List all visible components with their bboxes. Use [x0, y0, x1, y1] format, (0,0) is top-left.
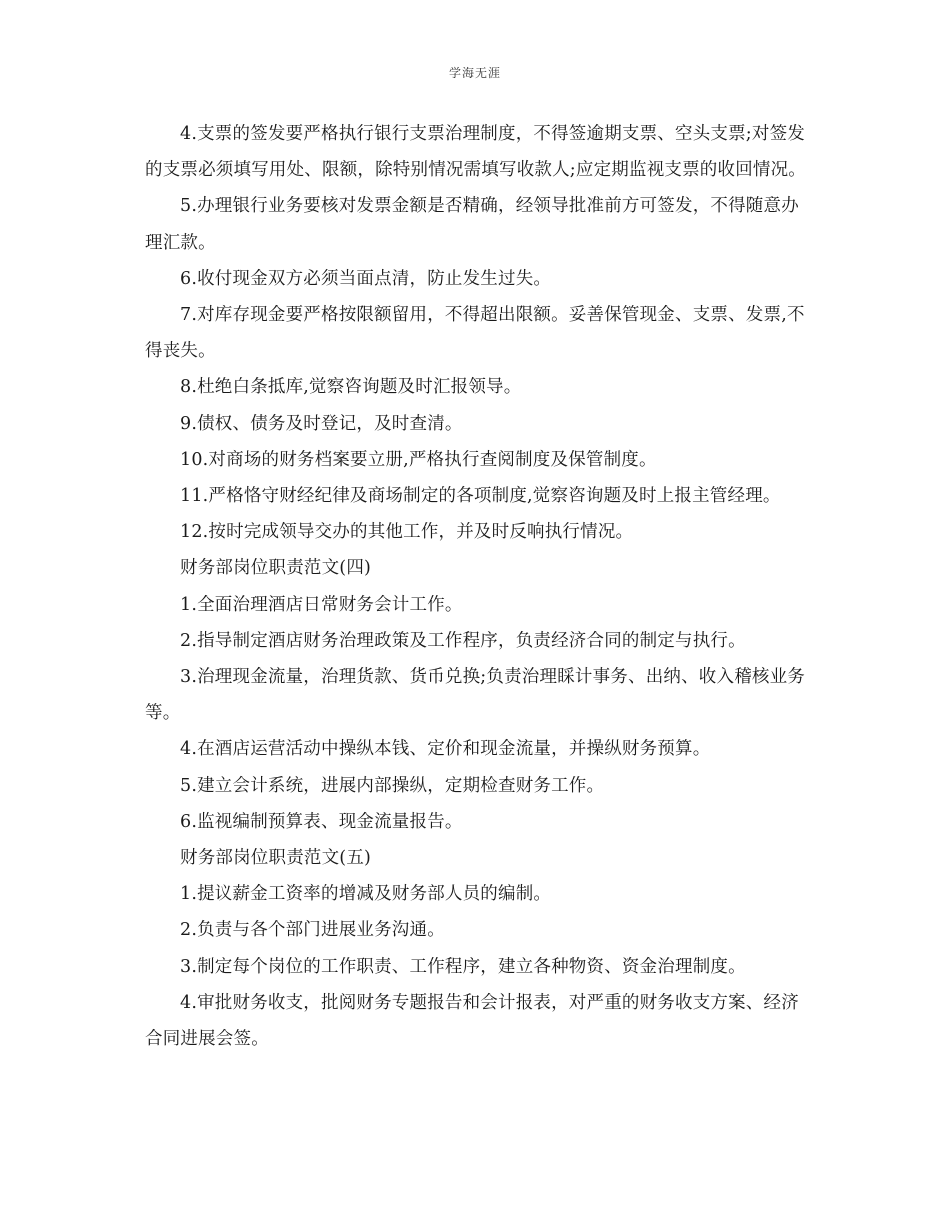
paragraph-budget-report: 6.监视编制预算表、现金流量报告。 — [180, 811, 463, 832]
paragraph-cheque-rules: 4.支票的签发要严格执行银行支票治理制度，不得签逾期支票、空头支票;对签发的支票必须填写用处、限额，除特别情况需填写收款人;应定期监视支票的收回情况。 — [145, 124, 806, 181]
paragraph-finance-policy: 2.指导制定酒店财务治理政策及工作程序，负责经济合同的制定与执行。 — [180, 630, 746, 651]
section-heading-five: 财务部岗位职责范文(五) — [180, 848, 372, 869]
paragraph-job-duties: 3.制定每个岗位的工作职责、工作程序，建立各种物资、资金治理制度。 — [180, 956, 746, 977]
document-body — [145, 116, 810, 1057]
paragraph-accounting-system: 5.建立会计系统，进展内部操纵，定期检查财务工作。 — [180, 775, 605, 796]
paragraph-cash-flow: 3.治理现金流量，治理货款、货币兑换;负责治理睬计事务、出纳、收入稽核业务等。 — [145, 667, 805, 724]
paragraph-debts: 9.债权、债务及时登记，及时查清。 — [180, 413, 463, 434]
paragraph-archives: 10.对商场的财务档案要立册,严格执行查阅制度及保管制度。 — [180, 449, 657, 470]
paragraph-cash-limit: 7.对库存现金要严格按限额留用，不得超出限额。妥善保管现金、支票、发票,不得丧失。 — [145, 305, 805, 362]
page-header: 学海无涯 — [448, 66, 501, 80]
paragraph-cash-count: 6.收付现金双方必须当面点清，防止发生过失。 — [180, 268, 552, 289]
paragraph-communication: 2.负责与各个部门进展业务沟通。 — [180, 920, 445, 941]
paragraph-hotel-accounting: 1.全面治理酒店日常财务会计工作。 — [180, 594, 463, 615]
paragraph-iou: 8.杜绝白条抵库,觉察咨询题及时汇报领导。 — [180, 377, 522, 398]
paragraph-cost-control: 4.在酒店运营活动中操纵本钱、定价和现金流量，并操纵财务预算。 — [180, 739, 711, 760]
section-heading-four: 财务部岗位职责范文(四) — [180, 558, 372, 579]
paragraph-approval: 4.审批财务收支，批阅财务专题报告和会计报表，对严重的财务收支方案、经济合同进展会签。 — [145, 992, 799, 1050]
paragraph-discipline: 11.严格恪守财经纪律及商场制定的各项制度,觉察咨询题及时上报主管经理。 — [180, 486, 781, 507]
paragraph-salary: 1.提议薪金工资率的增减及财务部人员的编制。 — [180, 884, 552, 905]
paragraph-other-tasks: 12.按时完成领导交办的其他工作，并及时反响执行情况。 — [180, 522, 634, 543]
paragraph-bank-business: 5.办理银行业务要核对发票金额是否精确，经领导批准前方可签发，不得随意办理汇款。 — [145, 196, 799, 253]
